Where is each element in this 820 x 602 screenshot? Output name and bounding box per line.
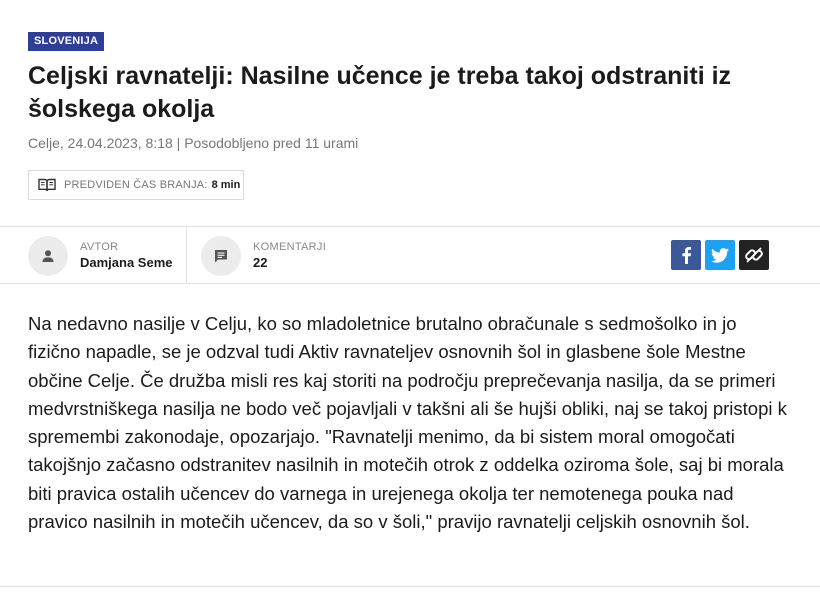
divider (0, 586, 820, 587)
article-body: Na nedavno nasilje v Celju, ko so mladoletnice brutalno obračunale s sedmošolko in jo fizično napadle, se je odzval tudi Aktiv ravnateljev osnovnih šol in glasbene šole Mestne občine Celje. Če družba misli res kaj storiti na področju preprečevanja nasilja, da se primeri medvrstniškega nasilja ne bodo več pojavljali v takšni ali še hujši obliki, naj se takoj pristopi k spremembi zakonodaje, opozarjajo. "Ravnatelji menimo, da bi sistem moral omogočati takojšnjo začasno odstranitev nasilnih in motečih otrok z oddelka oziroma šole, saj bi morala biti pravica ostalih učencev do varnega in urejenega okolja ter nemotenega pouka nad pravico nasilnih in motečih učencev, da so v šoli," pravijo ravnatelji celjskih osnovnih šol. (28, 313, 787, 533)
facebook-share-button[interactable] (671, 240, 701, 270)
reading-time-box (28, 170, 244, 200)
divider (0, 226, 820, 227)
article-meta: Celje, 24.04.2023, 8:18 | Posodobljeno pred 11 urami (28, 135, 359, 151)
comments-block[interactable] (201, 236, 326, 276)
comments-label: KOMENTARJI (253, 241, 327, 253)
share-buttons (671, 240, 769, 270)
author-block (28, 236, 173, 276)
person-icon (28, 236, 68, 276)
reading-time-value: 8 min (211, 179, 241, 191)
link-share-button[interactable] (739, 240, 769, 270)
book-icon (38, 178, 56, 192)
divider (0, 283, 820, 284)
twitter-share-button[interactable] (705, 240, 735, 270)
comment-icon[interactable] (201, 236, 241, 276)
facebook-icon (680, 246, 692, 264)
reading-time-label: PREDVIDEN ČAS BRANJA: (64, 179, 208, 191)
category-tag[interactable]: SLOVENIJA (28, 32, 104, 51)
article-title: Celjski ravnatelji: Nasilne učence je treba takoj odstraniti iz šolskega okolja (28, 62, 732, 123)
divider (186, 227, 187, 283)
twitter-icon (711, 248, 729, 263)
link-icon (744, 245, 764, 265)
comments-count[interactable]: 22 (253, 255, 268, 270)
author-label: AVTOR (80, 241, 119, 253)
author-name[interactable]: Damjana Seme (80, 255, 173, 270)
